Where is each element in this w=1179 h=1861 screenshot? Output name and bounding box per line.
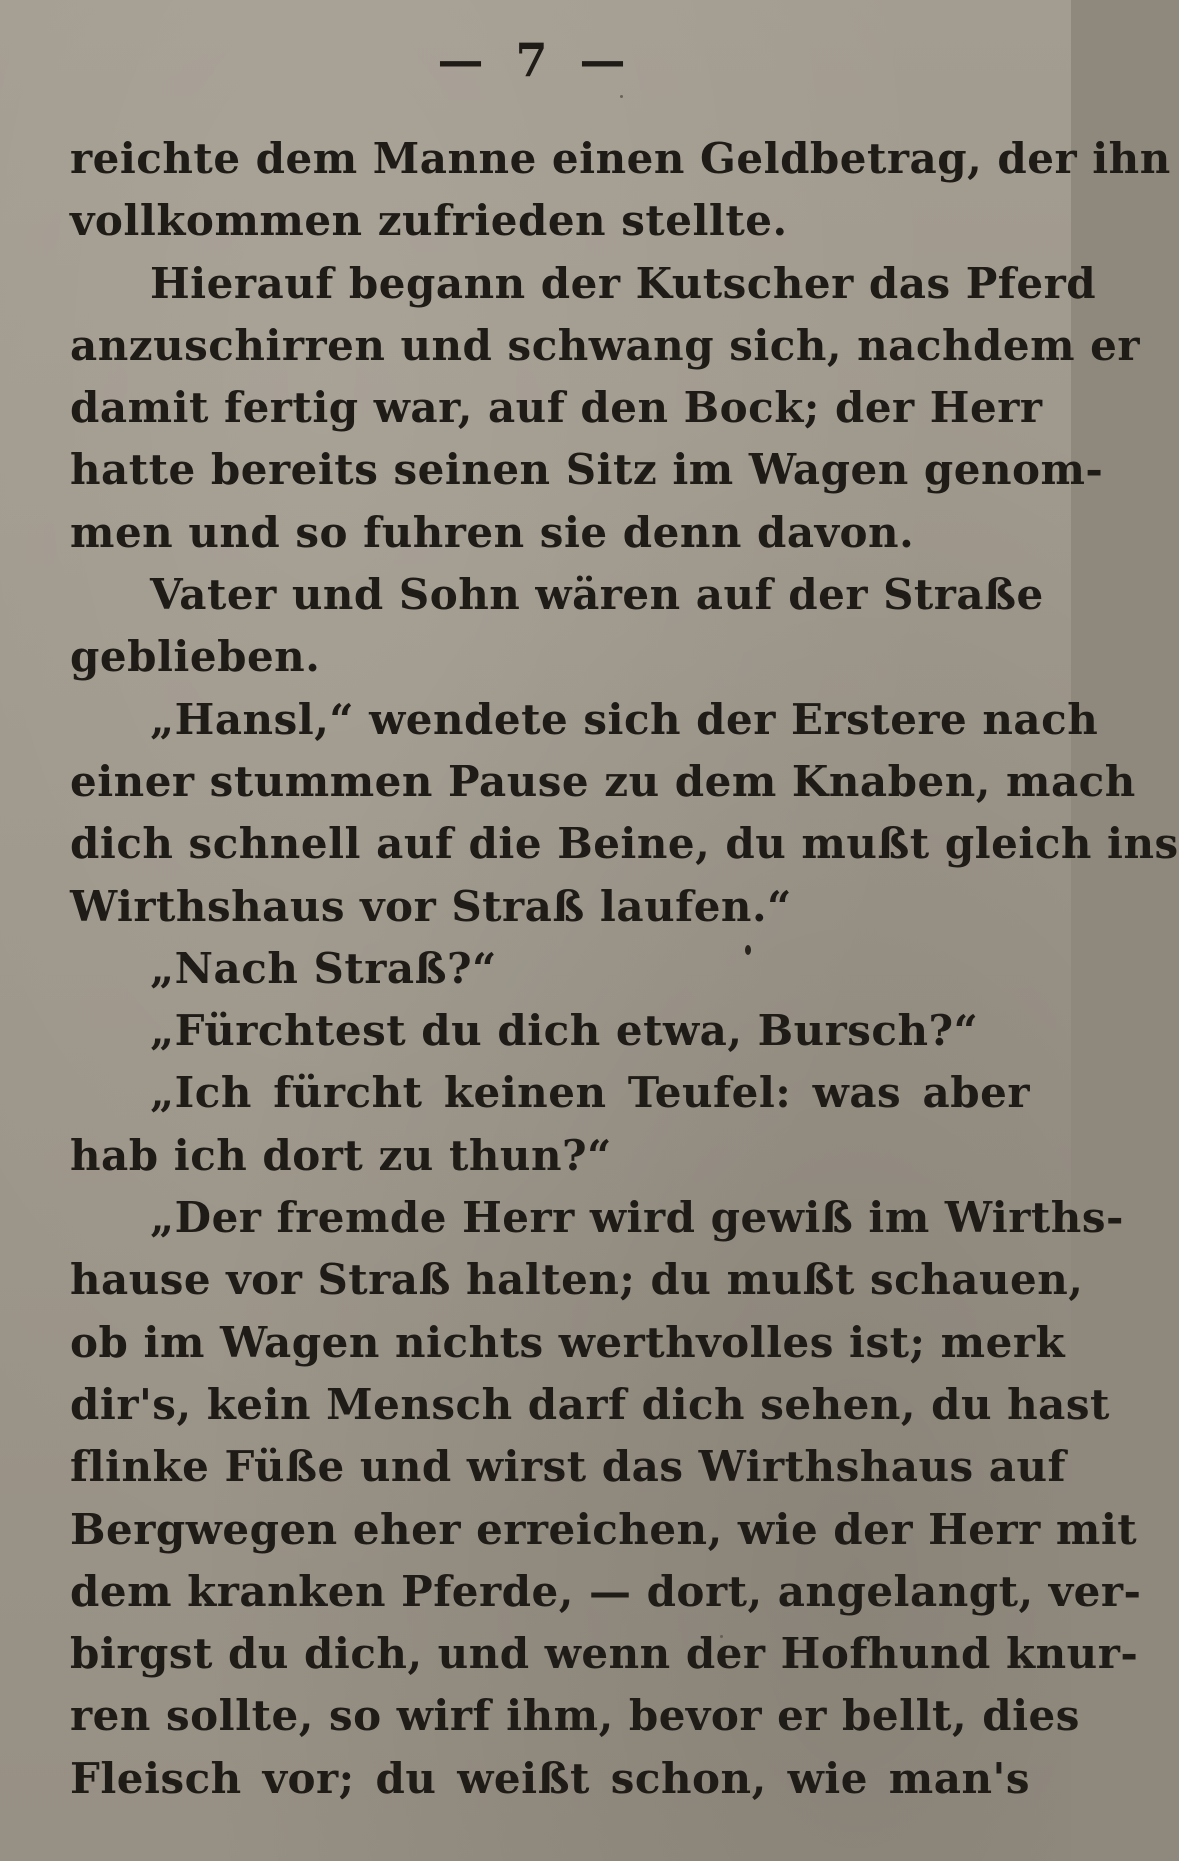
text-line: „Ich fürcht keinen Teufel: was aber [150, 1068, 1030, 1118]
text-line: ob im Wagen nichts werthvolles ist; merk [70, 1317, 1066, 1367]
text-line: ren sollte, so wirf ihm, bevor er bellt, dies [70, 1691, 1080, 1741]
text-line: Bergwegen eher erreichen, wie der Herr mit [70, 1504, 1138, 1554]
text-line: dich schnell auf die Beine, du mußt gleich ins [70, 819, 1179, 869]
page-number: — 7 — [437, 33, 634, 87]
text-line: vollkommen zufrieden stellte. [70, 196, 788, 246]
ink-speck [720, 1635, 723, 1638]
text-line: birgst du dich, und wenn der Hofhund knur- [70, 1629, 1139, 1679]
text-line: anzuschirren und schwang sich, nachdem er [70, 320, 1141, 370]
text-line: damit fertig war, auf den Bock; der Herr [70, 383, 1043, 433]
ink-speck [745, 945, 751, 955]
text-line: men und so fuhren sie denn davon. [70, 507, 915, 557]
text-line: Vater und Sohn wären auf der Straße [150, 570, 1044, 620]
text-line: hause vor Straß halten; du mußt schauen, [70, 1255, 1084, 1305]
text-line: „Hansl,“ wendete sich der Erstere nach [150, 694, 1099, 744]
text-line: dir's, kein Mensch darf dich sehen, du hast [70, 1379, 1110, 1429]
text-line: Hierauf begann der Kutscher das Pferd [150, 258, 1097, 308]
text-line: Wirthshaus vor Straß laufen.“ [70, 881, 792, 931]
text-line: „Der fremde Herr wird gewiß im Wirths- [150, 1193, 1124, 1243]
text-line: hab ich dort zu thun?“ [70, 1130, 612, 1180]
text-line: hatte bereits seinen Sitz im Wagen genom- [70, 445, 1104, 495]
ink-speck [620, 95, 623, 98]
text-line: Fleisch vor; du weißt schon, wie man's [70, 1753, 1030, 1803]
text-line: „Nach Straß?“ [150, 943, 497, 993]
text-line: flinke Füße und wirst das Wirthshaus auf [70, 1442, 1067, 1492]
text-line: reichte dem Manne einen Geldbetrag, der ihn [70, 134, 1171, 183]
text-line: einer stummen Pause zu dem Knaben, mach [70, 756, 1136, 806]
text-line: geblieben. [70, 632, 321, 682]
text-line: „Fürchtest du dich etwa, Bursch?“ [150, 1006, 979, 1056]
text-line: dem kranken Pferde, — dort, angelangt, ver- [70, 1566, 1142, 1616]
body-text [70, 128, 1179, 1810]
